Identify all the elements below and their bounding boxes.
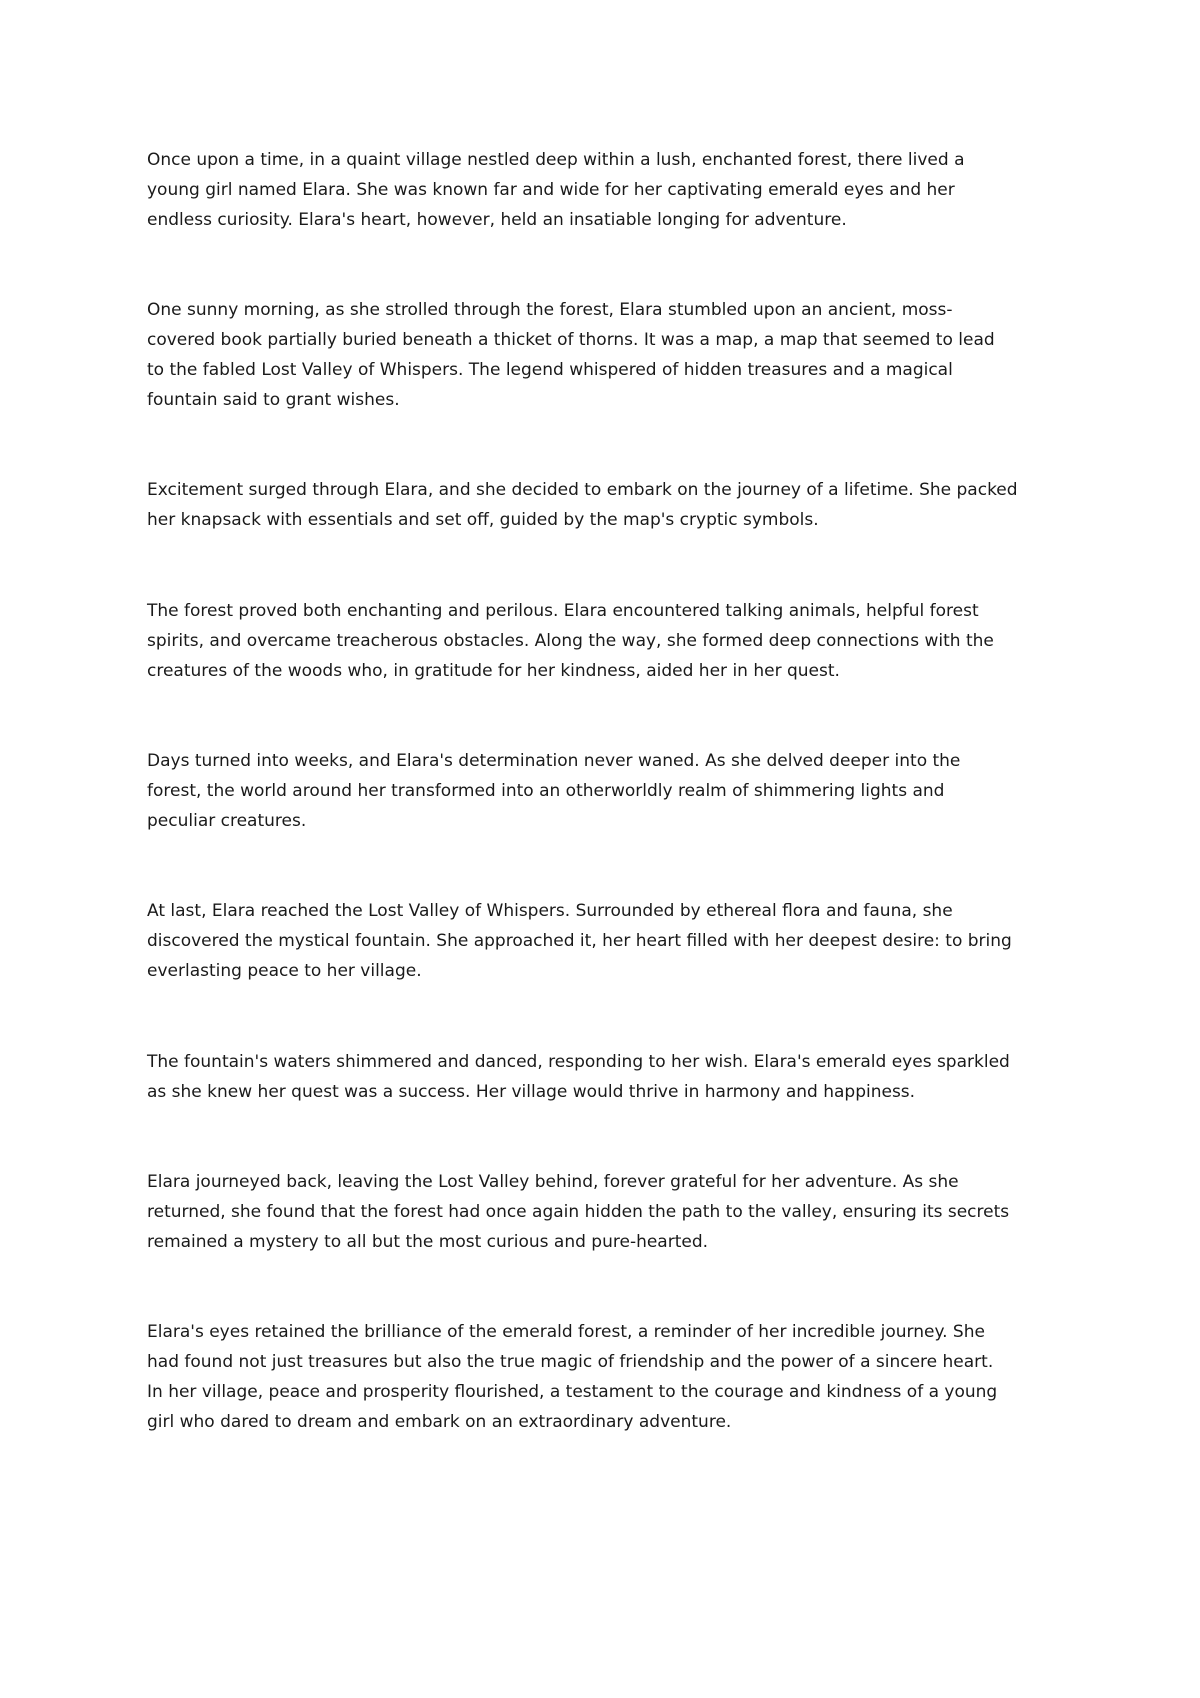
paragraph-7 (147, 1047, 1077, 1107)
text-line: spirits, and overcame treacherous obstacles. Along the way, she formed deep connections with the (147, 631, 994, 651)
text-line: Elara journeyed back, leaving the Lost Valley behind, forever grateful for her adventure. As she (147, 1172, 959, 1192)
text-line: The forest proved both enchanting and perilous. Elara encountered talking animals, helpful forest (147, 601, 979, 621)
text-line: had found not just treasures but also the true magic of friendship and the power of a sincere heart. (147, 1352, 994, 1372)
paragraph-3 (147, 475, 1077, 535)
text-line: Once upon a time, in a quaint village nestled deep within a lush, enchanted forest, there lived a (147, 150, 965, 170)
paragraph-1 (147, 145, 1077, 235)
text-line: covered book partially buried beneath a thicket of thorns. It was a map, a map that seemed to lead (147, 330, 995, 350)
text-line: Excitement surged through Elara, and she decided to embark on the journey of a lifetime. She packed (147, 480, 1018, 500)
text-line: One sunny morning, as she strolled through the forest, Elara stumbled upon an ancient, moss- (147, 300, 953, 320)
text-line: to the fabled Lost Valley of Whispers. The legend whispered of hidden treasures and a magical (147, 360, 953, 380)
paragraph-6 (147, 896, 1077, 986)
paragraph-4 (147, 596, 1077, 686)
text-line: The fountain's waters shimmered and danced, responding to her wish. Elara's emerald eyes sparkled (147, 1052, 1010, 1072)
text-line: young girl named Elara. She was known far and wide for her captivating emerald eyes and her (147, 180, 955, 200)
text-line: creatures of the woods who, in gratitude for her kindness, aided her in her quest. (147, 661, 840, 681)
paragraph-9 (147, 1317, 1077, 1437)
text-line: Days turned into weeks, and Elara's determination never waned. As she delved deeper into the (147, 751, 961, 771)
text-line: peculiar creatures. (147, 811, 307, 831)
paragraph-5 (147, 746, 1077, 836)
paragraph-8 (147, 1167, 1077, 1257)
text-line: Elara's eyes retained the brilliance of the emerald forest, a reminder of her incredible journey. She (147, 1322, 985, 1342)
text-line: forest, the world around her transformed into an otherworldly realm of shimmering lights and (147, 781, 945, 801)
text-line: discovered the mystical fountain. She approached it, her heart filled with her deepest desire: to bring (147, 931, 1012, 951)
text-line: remained a mystery to all but the most curious and pure-hearted. (147, 1232, 709, 1252)
paragraph-2 (147, 295, 1077, 415)
text-line: returned, she found that the forest had once again hidden the path to the valley, ensuring its secrets (147, 1202, 1010, 1222)
text-line: In her village, peace and prosperity flourished, a testament to the courage and kindness of a young (147, 1382, 998, 1402)
text-line: endless curiosity. Elara's heart, however, held an insatiable longing for adventure. (147, 210, 847, 230)
text-line: her knapsack with essentials and set off, guided by the map's cryptic symbols. (147, 510, 819, 530)
text-line: At last, Elara reached the Lost Valley of Whispers. Surrounded by ethereal flora and fauna, she (147, 901, 953, 921)
text-line: everlasting peace to her village. (147, 961, 422, 981)
text-line: girl who dared to dream and embark on an extraordinary adventure. (147, 1412, 732, 1432)
text-line: fountain said to grant wishes. (147, 390, 400, 410)
text-line: as she knew her quest was a success. Her village would thrive in harmony and happiness. (147, 1082, 916, 1102)
